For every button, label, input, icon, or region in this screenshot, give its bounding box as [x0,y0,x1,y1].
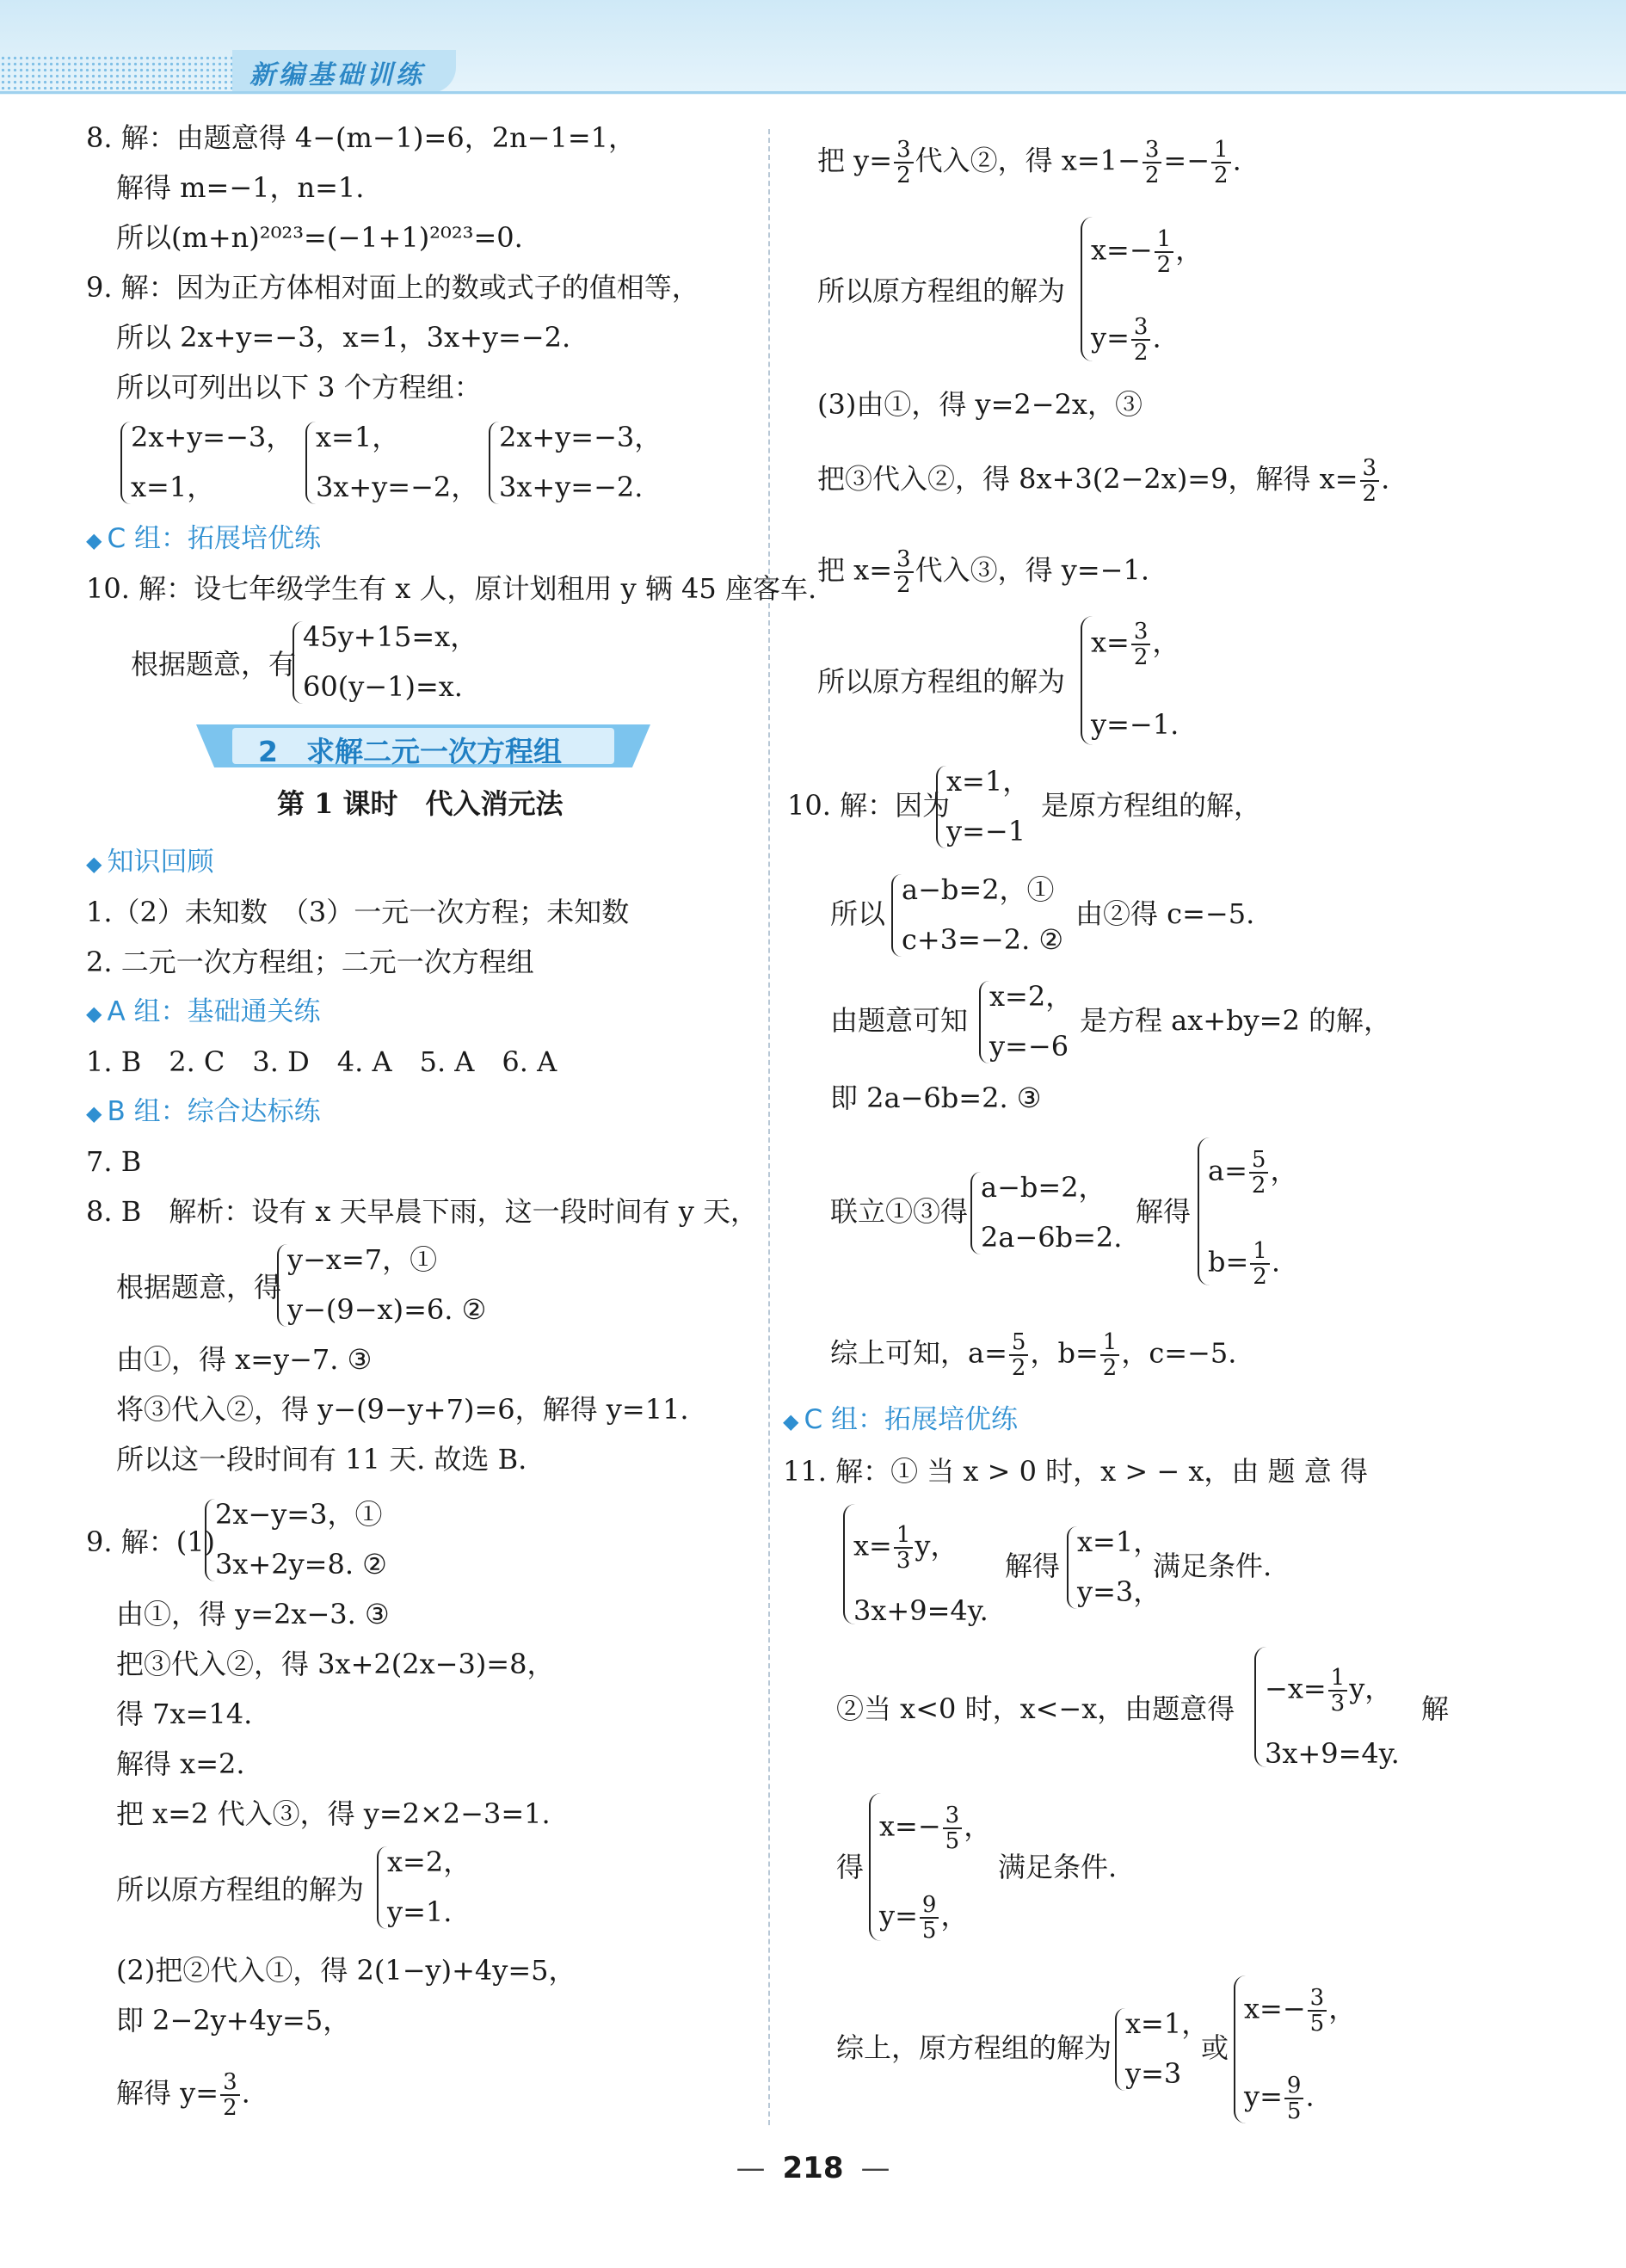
r-sol1-label: 所以原方程组的解为 [817,274,1066,307]
r-q11d: 综上，原方程组的解为 [836,2031,1112,2064]
r-q10g-c: ，c=−5. [1121,1336,1237,1370]
frac-den: 2 [1214,163,1229,188]
r-sol1-x-text: x=− [1091,233,1153,267]
fraction [1143,138,1162,188]
r-part3b: 把③代入②，得 8x+3(2−2x)=9，解得 x= $\frac{3}{2}$ . [817,455,1390,507]
r-q11-solve: 解得 [1005,1550,1061,1582]
fraction [1131,619,1151,669]
frac-den: 2 [1253,1264,1267,1290]
r-q10d: 由题意可知 [830,1004,969,1037]
r-q10f2: 解得 [1136,1195,1192,1228]
r-section-c-heading [783,1402,1018,1439]
frac-den: 2 [1362,481,1377,507]
frac-den: 3 [896,1548,911,1574]
r-q10f-sys2: 2a−6b=2. [981,1221,1123,1254]
r-line1b: 代入②，得 x=1− [915,144,1141,177]
r-q11d-sol2b-text: y= [1244,2080,1283,2113]
r-q11d-sol2a: x=− $\frac{3}{5}$ ， [1244,1985,1357,2037]
frac-num: 3 [1143,138,1162,163]
q10-sys1: 45y+15=x， [303,620,478,653]
r-part3b-text: 把③代入②，得 8x+3(2−2x)=9，解得 x= [817,462,1358,496]
fraction [1249,1148,1269,1198]
fraction [1009,1330,1029,1380]
r-q10f-sol-a: a= $\frac{5}{2}$ ， [1208,1147,1298,1199]
frac-num: 3 [943,1803,963,1829]
brace [377,1846,387,1929]
r-q11c-sol2-text: y= [879,1899,918,1932]
b9-sol1: x=2， [387,1846,471,1878]
frac-num: 5 [1249,1148,1269,1174]
footer-dash: — [860,2151,890,2185]
header-rule [0,91,1626,94]
r-line1: 把 y= $\frac{3}{2}$ 代入②，得 x=1− $\frac{3}{2}$ =− $\frac{1}{2}$ . [817,137,1241,188]
section-c-label: C 组：拓展培优练 [107,523,321,554]
frac-num: 3 [894,138,914,163]
brace [277,1244,287,1327]
r-q10c-sys2: c+3=−2. ② [902,923,1064,956]
header-title: 新编基础训练 [249,60,425,90]
frac-num: 1 [1328,1666,1348,1692]
chapter-title: 2 求解二元一次方程组 [258,735,562,768]
diamond-icon: ◆ [86,1101,102,1125]
r-q10d-sys2: y=−6 [989,1030,1069,1063]
frac-num: 1 [1155,227,1174,253]
r-part3c-b: 代入③，得 y=−1. [915,553,1150,587]
r-q11c-ok: 满足条件. [998,1851,1118,1883]
b8-line5: 所以这一段时间有 11 天. 故选 B. [116,1443,527,1476]
page-number-footer [0,2151,1626,2185]
r-part3c [817,547,1149,597]
b8-line4: 将③代入②，得 y−(9−y+7)=6，解得 y=11. [116,1393,689,1426]
header-dot-pattern [0,55,232,89]
frac-den: 2 [1156,252,1172,278]
fraction [894,1523,914,1573]
diamond-icon: ◆ [86,528,102,552]
r-q10f: 联立①③得 [830,1195,969,1228]
frac-num: 3 [1131,619,1151,645]
section-b-label: B 组：综合达标练 [107,1096,321,1127]
fraction [920,1893,939,1943]
frac-den: 2 [1144,163,1160,188]
b9-line5: 解得 x=2. [116,1747,245,1780]
fraction [1284,2074,1304,2123]
r-q11b-sys1-text: −x= [1265,1672,1327,1705]
fraction [1250,1239,1270,1289]
b9-line7: 所以原方程组的解为 [116,1873,365,1906]
b9-line3: 把③代入②，得 3x+2(2x−3)=8， [116,1648,555,1680]
section-b-heading [86,1094,321,1131]
b8-sys2: y−(9−x)=6. ② [287,1293,487,1326]
r-q10f-sol-b-text: b= [1208,1245,1249,1279]
fraction [894,138,914,188]
frac-den: 5 [945,1828,960,1854]
diamond-icon: ◆ [783,1409,799,1433]
frac-num: 3 [1131,315,1151,341]
section-c-heading [86,521,321,558]
frac-den: 2 [1251,1173,1266,1199]
b9-answer: 9. 解：(1) [86,1525,216,1558]
q9-sys-b2: 3x+y=−2， [316,471,479,503]
r-q10d2: 是方程 ax+by=2 的解， [1080,1004,1392,1037]
column-divider [768,129,770,2125]
fraction [894,547,914,597]
b9-part2c-text: 解得 y= [116,2076,219,2110]
r-sol2-y: y=−1. [1091,708,1179,741]
r-q11: 11. 解：① 当 x > 0 时，x > − x，由 题 意 得 [783,1455,1368,1488]
b9-part2c: 解得 y= $\frac{3}{2}$ . [116,2069,250,2121]
r-section-c-label: C 组：拓展培优练 [804,1404,1018,1435]
frac-num: 3 [1308,1986,1327,2012]
frac-den: 2 [896,572,911,598]
diamond-icon: ◆ [86,1001,102,1026]
r-q10a: 10. 解：因为 [787,789,951,822]
b9-line4: 得 7x=14. [116,1698,253,1730]
frac-den: 2 [1133,340,1149,366]
frac-num: 9 [1284,2074,1304,2099]
frac-num: 1 [1250,1239,1270,1265]
r-q10-sys2: y=−1 [946,815,1026,847]
frac-den: 5 [1309,2011,1325,2037]
r-q10-sys1: x=1， [946,765,1031,798]
frac-num: 9 [920,1893,939,1919]
r-part3c-a: 把 x= [817,553,893,587]
r-sol2-x: x= $\frac{3}{2}$ ， [1091,619,1180,670]
frac-num: 1 [894,1523,914,1549]
q9-sys-c1: 2x+y=−3， [499,421,662,453]
b7-answer: 7. B [86,1145,142,1178]
brace [120,422,131,504]
r-q11d-sol1a: x=1， [1125,2007,1210,2040]
frac-num: 3 [220,2070,240,2096]
fraction [1155,227,1174,277]
brace [489,422,499,504]
fraction [943,1803,963,1853]
b9-line2: 由①，得 y=2x−3. ③ [116,1598,390,1630]
review-2: 2. 二元一次方程组；二元一次方程组 [86,946,534,978]
section-a-heading [86,995,321,1031]
fraction [220,2070,240,2120]
r-q10f-sys1: a−b=2， [981,1171,1106,1204]
r-line1c: =− [1163,144,1210,177]
fraction [1328,1666,1348,1716]
fraction [1131,315,1151,365]
b9-line6: 把 x=2 代入③，得 y=2×2−3=1. [116,1797,551,1830]
page-number: 218 [782,2151,844,2185]
diamond-icon: ◆ [86,852,102,876]
r-q11c-sol1-text: x=− [879,1809,941,1843]
r-q10c: 所以 [830,897,886,930]
r-q11d-sol2b: y= $\frac{9}{5}$ . [1244,2073,1315,2124]
frac-den: 2 [1133,644,1149,670]
frac-den: 2 [223,2095,237,2121]
q10-line2: 根据题意，有 [131,648,297,681]
brace [205,1499,215,1581]
lesson-title: 第 1 课时 代入消元法 [277,787,564,820]
b8-line3: 由①，得 x=y−7. ③ [116,1343,373,1376]
r-q10g-a: 综上可知，a= [830,1336,1007,1370]
r-q11b-sys1: −x= $\frac{1}{3}$ y， [1265,1665,1393,1716]
b9-sol2: y=1. [387,1895,453,1928]
r-q11c: 得 [836,1851,865,1883]
r-q11d-sol2a-text: x=− [1244,1992,1306,2025]
r-q10f-sol-b: b= $\frac{1}{2}$ . [1208,1238,1281,1290]
r-q10g [830,1330,1236,1380]
r-q11c-sol2: y= $\frac{9}{5}$ ， [879,1892,969,1944]
r-q10g-b: ，b= [1030,1336,1099,1370]
q10-sys2: 60(y−1)=x. [303,670,463,703]
brace [1115,2008,1125,2091]
section-review-heading [86,845,213,881]
q9-sys-a1: 2x+y=−3， [131,421,294,453]
fraction [1100,1330,1120,1380]
r-q11-sys1-text: x= [853,1529,892,1562]
r-q11b-sys2: 3x+9=4y. [1265,1737,1400,1770]
footer-dash: — [736,2151,766,2185]
frac-den: 2 [1011,1355,1026,1381]
b9-sys2: 3x+2y=8. ② [215,1548,387,1581]
q9-answer: 9. 解：因为正方体相对面上的数或式子的值相等， [86,271,699,304]
r-q11-sol1: x=1， [1077,1525,1161,1558]
b8-line2: 根据题意，得 [116,1271,282,1303]
brace [979,981,989,1063]
r-sol2-label: 所以原方程组的解为 [817,665,1066,698]
brace [1067,1526,1077,1609]
q9-line2: 所以 2x+y=−3，x=1，3x+y=−2. [116,321,571,354]
r-sol2-x-text: x= [1091,626,1130,659]
r-q11b-end: 解 [1421,1692,1450,1725]
frac-num: 3 [894,547,914,573]
r-q10b: 是原方程组的解， [1041,789,1262,822]
brace [293,621,303,704]
frac-den: 3 [1330,1691,1346,1716]
r-q11-sys1: x= $\frac{1}{3}$ y， [853,1522,958,1574]
q9-line3: 所以可列出以下 3 个方程组： [116,371,482,404]
section-review-label: 知识回顾 [107,847,214,878]
a-answers: 1. B 2. C 3. D 4. A 5. A 6. A [86,1045,557,1078]
q8-answer: 8. 解：由题意得 4−(m−1)=6，2n−1=1， [86,121,637,154]
frac-num: 3 [1360,456,1380,482]
frac-num: 1 [1100,1330,1120,1356]
r-line1a: 把 y= [817,144,893,177]
r-q11d-or: 或 [1201,2031,1229,2064]
b9-part2b: 即 2−2y+4y=5， [116,2004,351,2037]
b8-sys1: y−x=7，① [287,1243,438,1276]
frac-den: 2 [896,163,911,188]
q9-sys-b1: x=1， [316,421,400,453]
section-a-label: A 组：基础通关练 [107,996,321,1027]
r-sol1-y-text: y= [1091,321,1130,354]
fraction [1211,138,1231,188]
brace [970,1172,981,1254]
fraction [1360,456,1380,506]
r-q11-sol2: y=3， [1077,1575,1161,1608]
b9-part2: (2)把②代入①，得 2(1−y)+4y=5， [116,1954,576,1987]
q9-sys-a2: x=1， [131,471,215,503]
frac-num: 5 [1009,1330,1029,1356]
b9-sys1: 2x−y=3，① [215,1498,383,1531]
q8-line3: 所以(m+n)²⁰²³=(−1+1)²⁰²³=0. [116,221,523,254]
brace [891,874,902,957]
frac-den: 5 [1286,2099,1302,2124]
r-q10e: 即 2a−6b=2. ③ [830,1082,1042,1114]
brace [305,422,316,504]
r-q11-sys2: 3x+9=4y. [853,1594,989,1627]
b8-answer: 8. B 解析：设有 x 天早晨下雨，这一段时间有 y 天， [86,1195,759,1228]
frac-num: 1 [1211,138,1231,163]
q8-line2: 解得 m=−1，n=1. [116,171,365,204]
q9-sys-c2: 3x+y=−2. [499,471,644,503]
r-q11-ok: 满足条件. [1153,1550,1272,1582]
frac-den: 5 [921,1918,937,1944]
r-sol1-y: y= $\frac{3}{2}$ . [1091,314,1161,366]
r-q11b: ②当 x<0 时，x<−x，由题意得 [836,1692,1235,1725]
q10-answer: 10. 解：设七年级学生有 x 人，原计划租用 y 辆 45 座客车. [86,572,817,605]
r-q10c-sys1: a−b=2，① [902,873,1055,906]
r-sol1-x: x=− $\frac{1}{2}$ ， [1091,226,1204,278]
review-1: 1.（2）未知数 （3）一元一次方程；未知数 [86,896,630,928]
fraction [1308,1986,1327,2036]
r-part3: (3)由①，得 y=2−2x，③ [817,388,1143,421]
frac-den: 2 [1102,1355,1118,1381]
brace [936,766,946,848]
r-q10f-sol-a-text: a= [1208,1154,1247,1187]
r-q11d-sol1b: y=3 [1125,2057,1182,2090]
r-q10c2: 由②得 c=−5. [1075,897,1255,930]
r-q11c-sol1: x=− $\frac{3}{5}$ ， [879,1803,992,1854]
r-q10d-sys1: x=2， [989,980,1074,1013]
